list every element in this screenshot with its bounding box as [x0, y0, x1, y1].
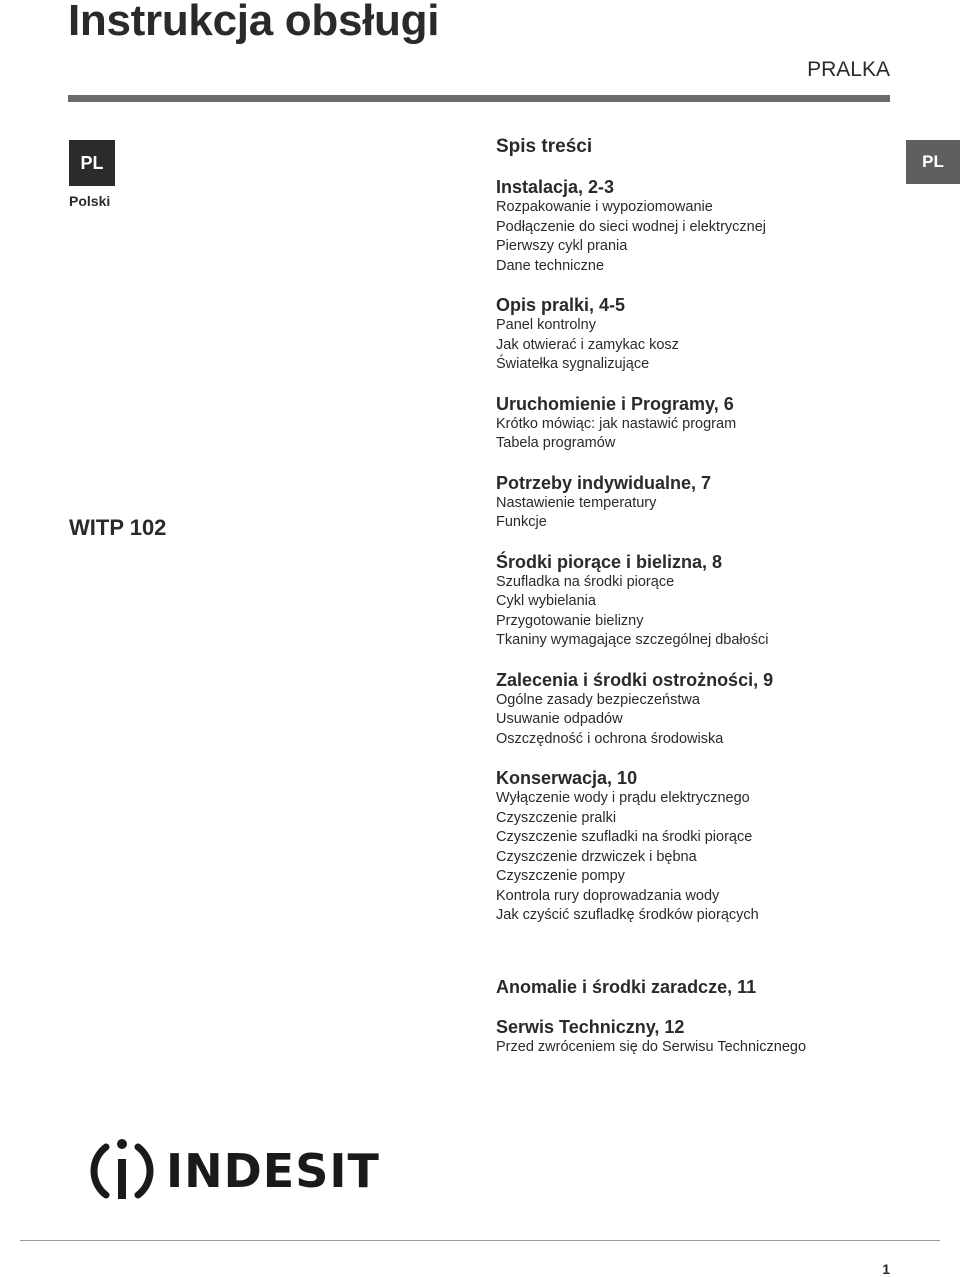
toc-section-title: Opis pralki, 4-5: [496, 295, 626, 315]
toc-item: Czyszczenie pompy: [496, 868, 625, 884]
toc-section-title: Zalecenia i środki ostrożności, 9: [496, 669, 774, 690]
toc-item: Tkaniny wymagające szczególnej dbałości: [496, 632, 769, 648]
toc-item: Usuwanie odpadów: [496, 711, 623, 727]
language-badge: PL: [69, 140, 115, 186]
toc-item: Szufladka na środki piorące: [496, 573, 675, 590]
toc-section: [496, 976, 896, 998]
toc-item: Pierwszy cykl prania: [496, 238, 628, 254]
toc-item: Czyszczenie drzwiczek i bębna: [496, 848, 697, 865]
toc-item: Nastawienie temperatury: [496, 494, 657, 511]
toc-section: [496, 472, 896, 533]
toc-item: Rozpakowanie i wypoziomowanie: [496, 199, 713, 215]
toc-item: Ogólne zasady bezpieczeństwa: [496, 691, 700, 708]
logo-wordmark: INDESIT: [166, 1144, 380, 1198]
language-name: Polski: [69, 193, 111, 209]
toc-item: Cykl wybielania: [496, 593, 596, 609]
toc-section-title: Konserwacja, 10: [496, 768, 638, 788]
toc-section-title: Anomalie i środki zaradcze, 11: [496, 976, 757, 997]
toc-section-title: Potrzeby indywidualne, 7: [496, 472, 712, 493]
toc-item: Krótko mówiąc: jak nastawić program: [496, 415, 737, 432]
toc-section-title: Instalacja, 2-3: [496, 177, 615, 197]
toc-section: [496, 669, 896, 750]
toc-item-list: [496, 415, 896, 454]
toc-item: Funkcje: [496, 514, 547, 530]
toc-section: [496, 767, 896, 926]
toc-item-list: [496, 691, 896, 750]
toc-item: Dane techniczne: [496, 257, 605, 274]
toc-section: [496, 393, 896, 454]
toc-item: Przygotowanie bielizny: [496, 612, 644, 629]
toc-item-list: [496, 573, 896, 651]
toc-item: Czyszczenie szufladki na środki piorące: [496, 829, 753, 845]
toc-item-list: [496, 1038, 896, 1058]
toc-section-title: Uruchomienie i Programy, 6: [496, 393, 734, 414]
toc-section: [496, 1016, 896, 1058]
indesit-logo-icon: [84, 1133, 160, 1209]
brand-logo: [84, 1133, 380, 1209]
toc-item: Podłączenie do sieci wodnej i elektrycznej: [496, 218, 767, 235]
toc-item: Światełka sygnalizujące: [496, 356, 650, 372]
toc-item: Oszczędność i ochrona środowiska: [496, 730, 724, 747]
toc-item: Przed zwróceniem się do Serwisu Technicznego: [496, 1038, 807, 1055]
language-tab: PL: [906, 140, 960, 184]
toc-item: Kontrola rury doprowadzania wody: [496, 887, 720, 904]
toc-item: Tabela programów: [496, 435, 616, 451]
toc-item: Jak otwierać i zamykac kosz: [496, 336, 679, 353]
toc-item: Wyłączenie wody i prądu elektrycznego: [496, 790, 750, 806]
table-of-contents: [496, 136, 896, 1075]
toc-section: [496, 176, 896, 276]
toc-section-title: Serwis Techniczny, 12: [496, 1016, 685, 1037]
toc-section: [496, 294, 896, 375]
toc-item: Panel kontrolny: [496, 317, 596, 333]
toc-sections: [496, 176, 896, 1057]
toc-item-list: [496, 494, 896, 533]
toc-item-list: [496, 198, 896, 276]
page-number: 1: [882, 1261, 890, 1277]
footer-divider: [20, 1240, 940, 1241]
header-divider: [68, 95, 890, 102]
toc-item: Jak czyścić szufladkę środków piorących: [496, 907, 759, 923]
toc-heading: Spis treści: [496, 136, 593, 157]
toc-section: [496, 551, 896, 651]
toc-section-title: Środki piorące i bielizna, 8: [496, 551, 723, 572]
toc-item-list: [496, 316, 896, 375]
toc-item-list: [496, 789, 896, 926]
model-name: WITP 102: [69, 515, 167, 540]
document-type: PRALKA: [807, 58, 890, 81]
toc-item: Czyszczenie pralki: [496, 809, 617, 826]
page-title: Instrukcja obsługi: [68, 0, 440, 45]
